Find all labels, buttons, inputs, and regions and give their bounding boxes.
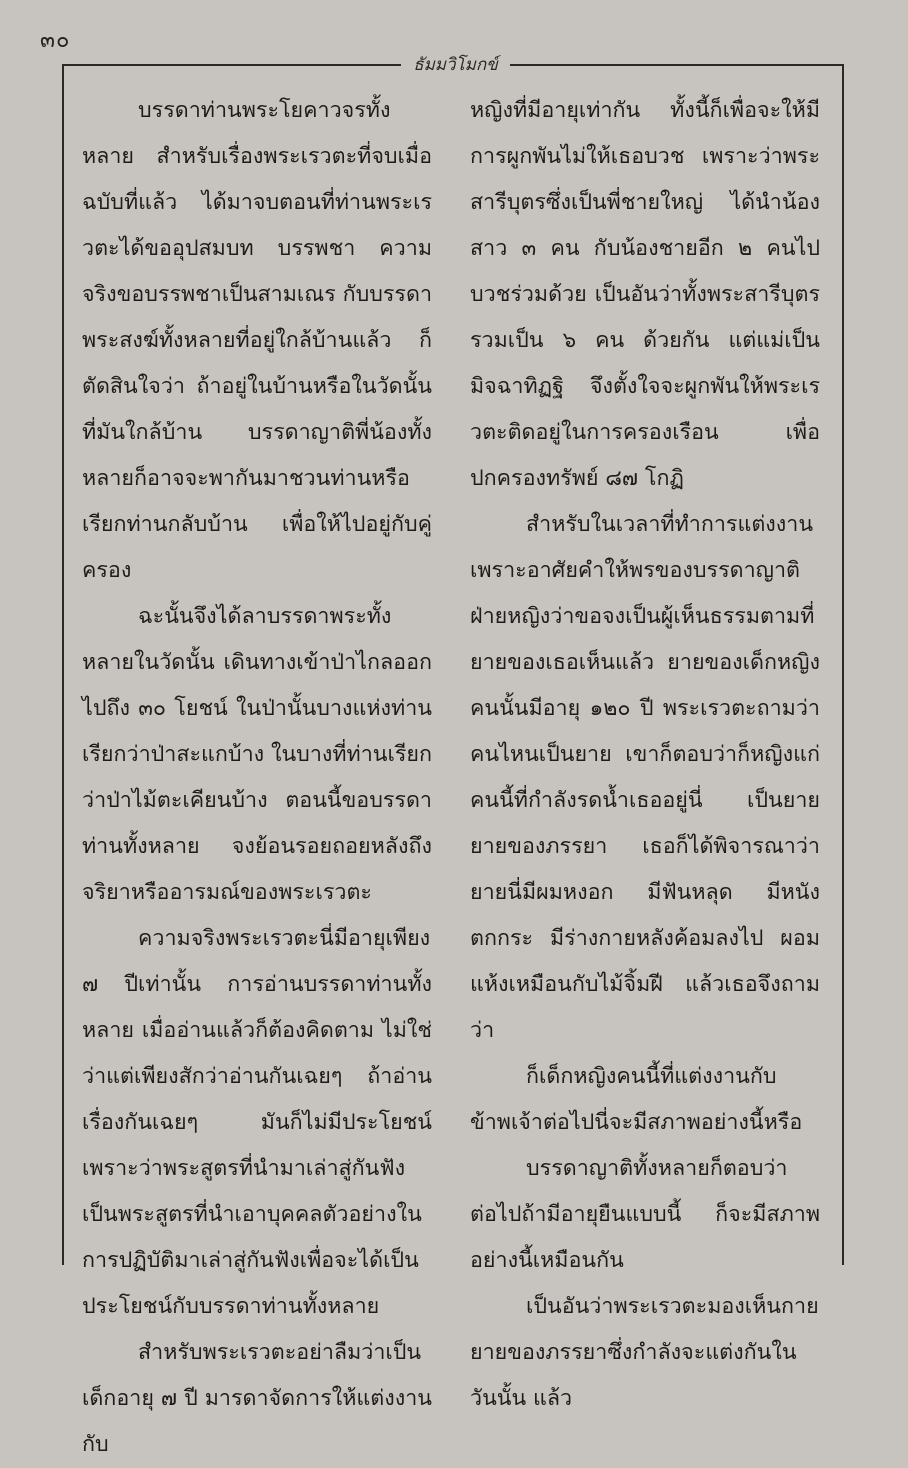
paragraph-continued: หญิงที่มีอายุเท่ากัน ทั้งนี้ก็เพื่อจะให้มีการผูกพันไม่ให้เธอบวช เพราะว่าพระสารีบุตรซึ่งเป็นพี่ชายใหญ่ ได้นำน้องสาว ๓ คน กับน้องชายอีก ๒ คนไปบวชร่วมด้วย เป็นอันว่าทั้งพระสารีบุตรรวมเป็น ๖ คน ด้วยกัน แต่แม่เป็นมิจฉาทิฏฐิ จึงตั้งใจจะผูกพันให้พระเรวตะติดอยู่ในการครองเรือน เพื่อปกครองทรัพย์ ๘๗ โกฏิ: [470, 98, 820, 491]
right-column: [470, 88, 820, 1422]
paragraph: ความจริงพระเรวตะนี่มีอายุเพียง ๗ ปีเท่านั้น การอ่านบรรดาท่านทั้งหลาย เมื่ออ่านแล้วก็ต้องคิดตาม ไม่ใช่ว่าแต่เพียงสักว่าอ่านกันเฉยๆ ถ้าอ่านเรื่องกันเฉยๆ มันก็ไม่มีประโยชน์ เพราะว่าพระสูตรที่นำมาเล่าสู่กันฟัง เป็นพระสูตรที่นำเอาบุคคลตัวอย่างในการปฏิบัติมาเล่าสู่กันฟังเพื่อจะได้เป็นประโยชน์กับบรรดาท่านทั้งหลาย: [82, 926, 432, 1319]
header-rule-right: [510, 64, 844, 66]
paragraph: สำหรับพระเรวตะอย่าลืมว่าเป็นเด็กอายุ ๗ ปี มารดาจัดการให้แต่งงานกับ: [82, 1340, 432, 1457]
left-column: [82, 88, 432, 1468]
header-rule-left: [62, 64, 401, 66]
paragraph: บรรดาท่านพระโยคาวจรทั้งหลาย สำหรับเรื่องพระเรวตะที่จบเมื่อฉบับที่แล้ว ได้มาจบตอนที่ท่านพระเรวตะได้ขออุปสมบท บรรพชา ความจริงขอบรรพชาเป็นสามเณร กับบรรดาพระสงฆ์ทั้งหลายที่อยู่ใกล้บ้านแล้ว ก็ตัดสินใจว่า ถ้าอยู่ในบ้านหรือในวัดนั้นที่มันใกล้บ้าน บรรดาญาติพี่น้องทั้งหลายก็อาจจะพากันมาชวนท่านหรือเรียกท่านกลับบ้าน เพื่อให้ไปอยู่กับคู่ครอง: [82, 98, 433, 583]
paragraph: บรรดาญาติทั้งหลายก็ตอบว่า ต่อไปถ้ามีอายุยืนแบบนี้ ก็จะมีสภาพอย่างนี้เหมือนกัน: [470, 1156, 820, 1273]
frame-right-rule: [842, 64, 844, 1265]
paragraph: สำหรับในเวลาที่ทำการแต่งงาน เพราะอาศัยคำให้พรของบรรดาญาติฝ่ายหญิงว่าขอจงเป็นผู้เห็นธรรมตามที่ยายของเธอเห็นแล้ว ยายของเด็กหญิงคนนั้นมีอายุ ๑๒๐ ปี พระเรวตะถามว่า คนไหนเป็นยาย เขาก็ตอบว่าก็หญิงแก่คนนี้ที่กำลังรดน้ำเธออยู่นี่ เป็นยาย ยายของภรรยา เธอก็ได้พิจารณาว่ายายนี่มีผมหงอก มีฟันหลุด มีหนังตกกระ มีร่างกายหลังค้อมลงไป ผอมแห้งเหมือนกับไม้จิ้มฝี แล้วเธอจึงถามว่า: [470, 512, 820, 1043]
page-number: ๓๐: [40, 28, 71, 53]
paragraph: ฉะนั้นจึงได้ลาบรรดาพระทั้งหลายในวัดนั้น เดินทางเข้าป่าไกลออกไปถึง ๓๐ โยชน์ ในป่านั้นบางแห่งท่านเรียกว่าป่าสะแกบ้าง ในบางที่ท่านเรียกว่าป่าไม้ตะเคียนบ้าง ตอนนี้ขอบรรดาท่านทั้งหลาย จงย้อนรอยถอยหลังถึงจริยาหรืออารมณ์ของพระเรวตะ: [82, 604, 433, 905]
paragraph: ก็เด็กหญิงคนนี้ที่แต่งงานกับข้าพเจ้าต่อไปนี่จะมีสภาพอย่างนี้หรือ: [470, 1064, 803, 1135]
running-title: ธัมมวิโมกข์: [413, 55, 498, 75]
paragraph: เป็นอันว่าพระเรวตะมองเห็นกายยายของภรรยาซึ่งกำลังจะแต่งกันในวันนั้น แล้ว: [470, 1294, 819, 1411]
frame-left-rule: [62, 64, 64, 1265]
